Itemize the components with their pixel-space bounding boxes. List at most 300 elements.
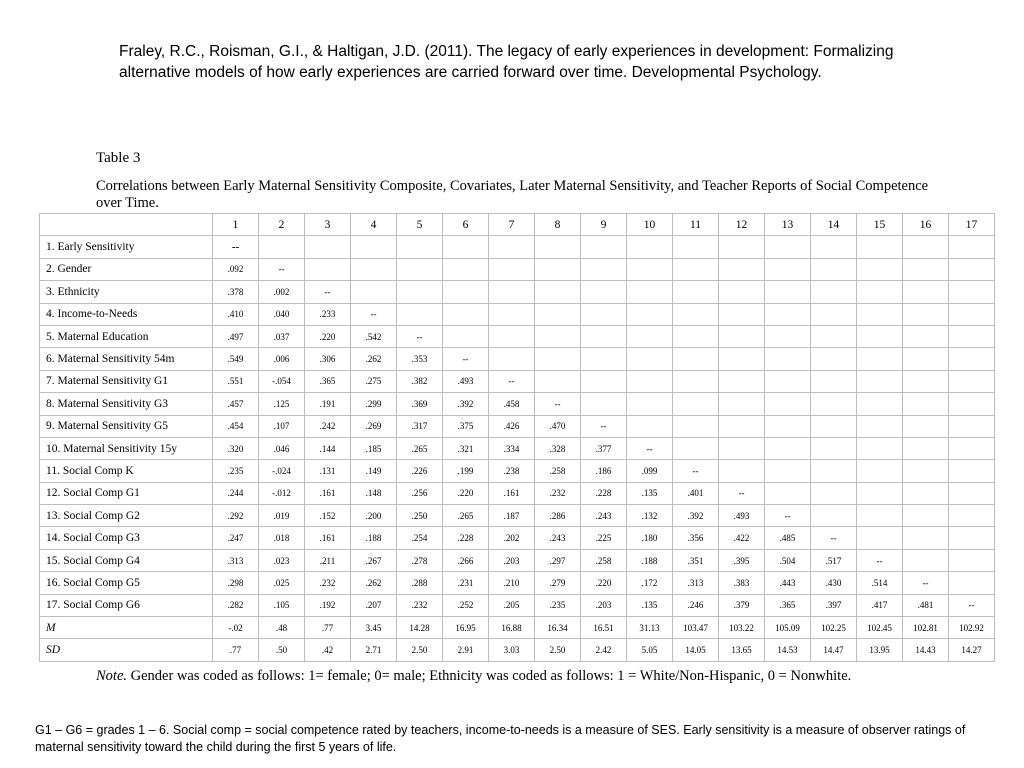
- table-row: [40, 325, 995, 347]
- row-label: 17. Social Comp G6: [40, 594, 213, 616]
- table-cell: [857, 370, 903, 392]
- table-cell: .514: [857, 572, 903, 594]
- table-cell: .188: [627, 549, 673, 571]
- table-cell: [857, 482, 903, 504]
- table-cell: [443, 281, 489, 303]
- table-cell: [857, 527, 903, 549]
- table-cell: [719, 460, 765, 482]
- table-cell: [673, 437, 719, 459]
- table-cell: [719, 415, 765, 437]
- table-cell: --: [305, 281, 351, 303]
- table-cell: [627, 303, 673, 325]
- table-cell: .232: [305, 572, 351, 594]
- note-text: Gender was coded as follows: 1= female; 0= male; Ethnicity was coded as follows: 1 = White/Non-Hispanic, 0 = Nonwhite.: [127, 668, 852, 684]
- column-header: 5: [397, 214, 443, 236]
- table-cell: 14.28: [397, 617, 443, 639]
- table-cell: .551: [213, 370, 259, 392]
- table-cell: .187: [489, 505, 535, 527]
- table-cell: .243: [535, 527, 581, 549]
- table-cell: .232: [397, 594, 443, 616]
- table-cell: [765, 415, 811, 437]
- table-cell: [581, 281, 627, 303]
- table-cell: [627, 281, 673, 303]
- table-caption: Correlations between Early Maternal Sensitivity Composite, Covariates, Later Maternal Sensitivity, and Teacher Reports of Social Competence over Time.: [96, 178, 929, 211]
- table-cell: [397, 236, 443, 258]
- table-cell: .379: [719, 594, 765, 616]
- table-cell: -.054: [259, 370, 305, 392]
- table-cell: [811, 281, 857, 303]
- table-cell: [903, 437, 949, 459]
- table-cell: [489, 303, 535, 325]
- table-cell: [811, 303, 857, 325]
- table-cell: .313: [213, 549, 259, 571]
- table-cell: .185: [351, 437, 397, 459]
- table-cell: .199: [443, 460, 489, 482]
- table-cell: .497: [213, 325, 259, 347]
- table-cell: .395: [719, 549, 765, 571]
- table-cell: --: [489, 370, 535, 392]
- table-row: [40, 393, 995, 415]
- table-cell: .262: [351, 348, 397, 370]
- table-cell: [857, 460, 903, 482]
- table-cell: [535, 325, 581, 347]
- table-cell: 2.50: [535, 639, 581, 661]
- table-cell: [581, 325, 627, 347]
- table-cell: 16.95: [443, 617, 489, 639]
- table-cell: .006: [259, 348, 305, 370]
- table-cell: .542: [351, 325, 397, 347]
- table-cell: --: [903, 572, 949, 594]
- table-cell: 102.45: [857, 617, 903, 639]
- table-cell: [259, 236, 305, 258]
- table-cell: [949, 460, 995, 482]
- table-cell: [765, 258, 811, 280]
- table-cell: .242: [305, 415, 351, 437]
- table-row: [40, 617, 995, 639]
- table-cell: [443, 258, 489, 280]
- table-cell: -.024: [259, 460, 305, 482]
- table-cell: [765, 370, 811, 392]
- table-cell: .107: [259, 415, 305, 437]
- table-title: Table 3: [96, 150, 141, 166]
- table-cell: [719, 258, 765, 280]
- table-cell: [903, 325, 949, 347]
- table-cell: .131: [305, 460, 351, 482]
- table-cell: .144: [305, 437, 351, 459]
- table-cell: .002: [259, 281, 305, 303]
- table-cell: .211: [305, 549, 351, 571]
- table-cell: [719, 393, 765, 415]
- row-label: M: [40, 617, 213, 639]
- table-cell: --: [719, 482, 765, 504]
- row-label: 3. Ethnicity: [40, 281, 213, 303]
- table-cell: .383: [719, 572, 765, 594]
- table-cell: .426: [489, 415, 535, 437]
- table-cell: [903, 460, 949, 482]
- table-cell: --: [949, 594, 995, 616]
- table-cell: 3.03: [489, 639, 535, 661]
- table-cell: [857, 281, 903, 303]
- table-cell: [719, 325, 765, 347]
- table-cell: [857, 437, 903, 459]
- table-cell: .191: [305, 393, 351, 415]
- table-cell: .269: [351, 415, 397, 437]
- table-cell: [765, 348, 811, 370]
- table-cell: .172: [627, 572, 673, 594]
- table-cell: .228: [443, 527, 489, 549]
- table-cell: [535, 258, 581, 280]
- table-cell: .132: [627, 505, 673, 527]
- column-header: 9: [581, 214, 627, 236]
- table-cell: [765, 236, 811, 258]
- column-header: 1: [213, 214, 259, 236]
- table-cell: [765, 437, 811, 459]
- table-cell: [627, 415, 673, 437]
- table-cell: [765, 281, 811, 303]
- table-cell: .282: [213, 594, 259, 616]
- table-cell: [949, 549, 995, 571]
- table-cell: .250: [397, 505, 443, 527]
- table-cell: .205: [489, 594, 535, 616]
- table-cell: [397, 258, 443, 280]
- table-cell: [673, 258, 719, 280]
- table-cell: .192: [305, 594, 351, 616]
- table-cell: .247: [213, 527, 259, 549]
- table-cell: [903, 505, 949, 527]
- table-cell: 2.71: [351, 639, 397, 661]
- table-cell: [535, 348, 581, 370]
- table-row: [40, 482, 995, 504]
- table-cell: .299: [351, 393, 397, 415]
- table-cell: .365: [765, 594, 811, 616]
- table-cell: .288: [397, 572, 443, 594]
- table-cell: .161: [489, 482, 535, 504]
- table-cell: 102.25: [811, 617, 857, 639]
- row-label: 12. Social Comp G1: [40, 482, 213, 504]
- table-cell: .202: [489, 527, 535, 549]
- table-cell: .252: [443, 594, 489, 616]
- table-cell: [627, 348, 673, 370]
- table-cell: .207: [351, 594, 397, 616]
- table-header-row: [40, 214, 995, 236]
- citation-text: Fraley, R.C., Roisman, G.I., & Haltigan, J.D. (2011). The legacy of early experiences in development: Formalizing alternative models of how early experiences are carried forward over time. Developmental Psychology.: [119, 43, 894, 81]
- table-row: [40, 281, 995, 303]
- column-header: 14: [811, 214, 857, 236]
- table-cell: [673, 348, 719, 370]
- table-cell: [535, 303, 581, 325]
- table-cell: .226: [397, 460, 443, 482]
- table-cell: 2.50: [397, 639, 443, 661]
- table-cell: [765, 303, 811, 325]
- table-cell: .298: [213, 572, 259, 594]
- row-label: SD: [40, 639, 213, 661]
- table-cell: .099: [627, 460, 673, 482]
- table-cell: [857, 505, 903, 527]
- table-cell: --: [765, 505, 811, 527]
- table-cell: 13.95: [857, 639, 903, 661]
- table-cell: .037: [259, 325, 305, 347]
- table-cell: [581, 236, 627, 258]
- table-cell: .040: [259, 303, 305, 325]
- table-cell: 13.65: [719, 639, 765, 661]
- table-cell: .397: [811, 594, 857, 616]
- row-label: 7. Maternal Sensitivity G1: [40, 370, 213, 392]
- table-row: [40, 505, 995, 527]
- table-cell: 14.47: [811, 639, 857, 661]
- row-label: 5. Maternal Education: [40, 325, 213, 347]
- table-cell: [903, 393, 949, 415]
- table-cell: [765, 482, 811, 504]
- table-row: [40, 460, 995, 482]
- table-cell: .48: [259, 617, 305, 639]
- table-cell: [949, 572, 995, 594]
- table-cell: -.012: [259, 482, 305, 504]
- table-cell: .258: [581, 549, 627, 571]
- table-cell: [811, 348, 857, 370]
- table-cell: [811, 437, 857, 459]
- table-cell: -.02: [213, 617, 259, 639]
- table-cell: .356: [673, 527, 719, 549]
- table-cell: [489, 348, 535, 370]
- table-cell: .238: [489, 460, 535, 482]
- table-cell: [811, 505, 857, 527]
- table-cell: [949, 482, 995, 504]
- table-cell: .297: [535, 549, 581, 571]
- table-cell: .377: [581, 437, 627, 459]
- table-cell: [673, 325, 719, 347]
- table-cell: .430: [811, 572, 857, 594]
- table-cell: --: [857, 549, 903, 571]
- table-cell: [673, 281, 719, 303]
- row-label: 14. Social Comp G3: [40, 527, 213, 549]
- table-cell: 105.09: [765, 617, 811, 639]
- table-cell: [397, 303, 443, 325]
- column-header: 12: [719, 214, 765, 236]
- table-cell: [811, 460, 857, 482]
- table-cell: [811, 482, 857, 504]
- table-row: [40, 348, 995, 370]
- table-cell: .019: [259, 505, 305, 527]
- column-header: 13: [765, 214, 811, 236]
- row-label: 2. Gender: [40, 258, 213, 280]
- table-cell: .286: [535, 505, 581, 527]
- table-cell: [949, 527, 995, 549]
- table-cell: .517: [811, 549, 857, 571]
- row-label: 4. Income-to-Needs: [40, 303, 213, 325]
- table-cell: [949, 505, 995, 527]
- table-cell: .266: [443, 549, 489, 571]
- table-cell: [397, 281, 443, 303]
- table-cell: 102.81: [903, 617, 949, 639]
- table-cell: .328: [535, 437, 581, 459]
- table-cell: .256: [397, 482, 443, 504]
- table-cell: [949, 303, 995, 325]
- table-cell: --: [213, 236, 259, 258]
- table-cell: .410: [213, 303, 259, 325]
- table-cell: .228: [581, 482, 627, 504]
- table-cell: .292: [213, 505, 259, 527]
- table-cell: .225: [581, 527, 627, 549]
- table-cell: .493: [443, 370, 489, 392]
- table-cell: .401: [673, 482, 719, 504]
- table-cell: .254: [397, 527, 443, 549]
- table-cell: 3.45: [351, 617, 397, 639]
- table-cell: .375: [443, 415, 489, 437]
- table-cell: [581, 303, 627, 325]
- column-header: 15: [857, 214, 903, 236]
- table-cell: .382: [397, 370, 443, 392]
- table-row: [40, 594, 995, 616]
- table-cell: 14.53: [765, 639, 811, 661]
- table-note: [96, 668, 851, 685]
- table-cell: [673, 236, 719, 258]
- table-cell: [719, 437, 765, 459]
- table-cell: .152: [305, 505, 351, 527]
- table-cell: 14.27: [949, 639, 995, 661]
- table-cell: .493: [719, 505, 765, 527]
- table-cell: .018: [259, 527, 305, 549]
- table-cell: .321: [443, 437, 489, 459]
- table-cell: 16.88: [489, 617, 535, 639]
- table-cell: --: [581, 415, 627, 437]
- table-cell: [581, 348, 627, 370]
- table-cell: [949, 348, 995, 370]
- row-label: 10. Maternal Sensitivity 15y: [40, 437, 213, 459]
- table-cell: .77: [305, 617, 351, 639]
- table-cell: [857, 236, 903, 258]
- table-cell: .125: [259, 393, 305, 415]
- header-blank-cell: [40, 214, 213, 236]
- table-cell: .188: [351, 527, 397, 549]
- table-cell: [765, 393, 811, 415]
- table-row: [40, 437, 995, 459]
- table-cell: .267: [351, 549, 397, 571]
- table-cell: [903, 482, 949, 504]
- table-cell: .220: [581, 572, 627, 594]
- table-cell: [949, 325, 995, 347]
- table-cell: 5.05: [627, 639, 673, 661]
- table-cell: 14.43: [903, 639, 949, 661]
- table-cell: [903, 415, 949, 437]
- table-cell: [627, 325, 673, 347]
- table-cell: --: [673, 460, 719, 482]
- table-cell: .161: [305, 527, 351, 549]
- table-cell: [535, 281, 581, 303]
- table-cell: --: [535, 393, 581, 415]
- table-cell: 2.42: [581, 639, 627, 661]
- table-cell: [949, 437, 995, 459]
- table-cell: 103.22: [719, 617, 765, 639]
- table-cell: [673, 393, 719, 415]
- table-cell: .485: [765, 527, 811, 549]
- table-cell: .365: [305, 370, 351, 392]
- column-header: 4: [351, 214, 397, 236]
- table-cell: [581, 258, 627, 280]
- table-cell: [857, 325, 903, 347]
- column-header: 6: [443, 214, 489, 236]
- table-cell: [765, 325, 811, 347]
- row-label: 8. Maternal Sensitivity G3: [40, 393, 213, 415]
- table-cell: [949, 258, 995, 280]
- table-cell: [949, 393, 995, 415]
- table-cell: [857, 415, 903, 437]
- column-header: 2: [259, 214, 305, 236]
- table-cell: [811, 415, 857, 437]
- table-cell: .317: [397, 415, 443, 437]
- table-row: [40, 639, 995, 661]
- table-cell: .265: [443, 505, 489, 527]
- table-cell: .392: [443, 393, 489, 415]
- table-cell: .243: [581, 505, 627, 527]
- table-cell: .481: [903, 594, 949, 616]
- table-cell: .265: [397, 437, 443, 459]
- table-cell: .334: [489, 437, 535, 459]
- table-cell: .279: [535, 572, 581, 594]
- table-cell: 102.92: [949, 617, 995, 639]
- table-cell: .092: [213, 258, 259, 280]
- table-cell: .231: [443, 572, 489, 594]
- table-row: [40, 549, 995, 571]
- table-cell: .105: [259, 594, 305, 616]
- table-cell: .369: [397, 393, 443, 415]
- table-cell: .320: [213, 437, 259, 459]
- column-header: 16: [903, 214, 949, 236]
- row-label: 13. Social Comp G2: [40, 505, 213, 527]
- table-cell: .306: [305, 348, 351, 370]
- table-cell: [949, 415, 995, 437]
- table-cell: .244: [213, 482, 259, 504]
- table-cell: .42: [305, 639, 351, 661]
- table-cell: .77: [213, 639, 259, 661]
- table-cell: .023: [259, 549, 305, 571]
- table-cell: [811, 393, 857, 415]
- table-cell: [719, 281, 765, 303]
- table-cell: [903, 303, 949, 325]
- table-cell: .135: [627, 594, 673, 616]
- table-cell: 16.51: [581, 617, 627, 639]
- note-label: Note.: [96, 668, 128, 684]
- table-cell: .454: [213, 415, 259, 437]
- table-cell: 31.13: [627, 617, 673, 639]
- table-cell: [535, 236, 581, 258]
- column-header: 10: [627, 214, 673, 236]
- table-cell: .235: [535, 594, 581, 616]
- table-cell: [903, 281, 949, 303]
- table-cell: [857, 348, 903, 370]
- table-cell: .246: [673, 594, 719, 616]
- table-cell: [489, 236, 535, 258]
- table-cell: .262: [351, 572, 397, 594]
- table-cell: --: [397, 325, 443, 347]
- table-cell: 2.91: [443, 639, 489, 661]
- table-row: [40, 415, 995, 437]
- column-header: 7: [489, 214, 535, 236]
- table-cell: .275: [351, 370, 397, 392]
- table-cell: [903, 527, 949, 549]
- table-cell: [489, 325, 535, 347]
- table-cell: [535, 370, 581, 392]
- column-header: 8: [535, 214, 581, 236]
- table-cell: [305, 236, 351, 258]
- table-row: [40, 527, 995, 549]
- table-cell: [719, 303, 765, 325]
- table-cell: .180: [627, 527, 673, 549]
- correlation-table: [39, 213, 995, 662]
- table-cell: .203: [489, 549, 535, 571]
- table-cell: .220: [305, 325, 351, 347]
- column-header: 11: [673, 214, 719, 236]
- table-cell: .457: [213, 393, 259, 415]
